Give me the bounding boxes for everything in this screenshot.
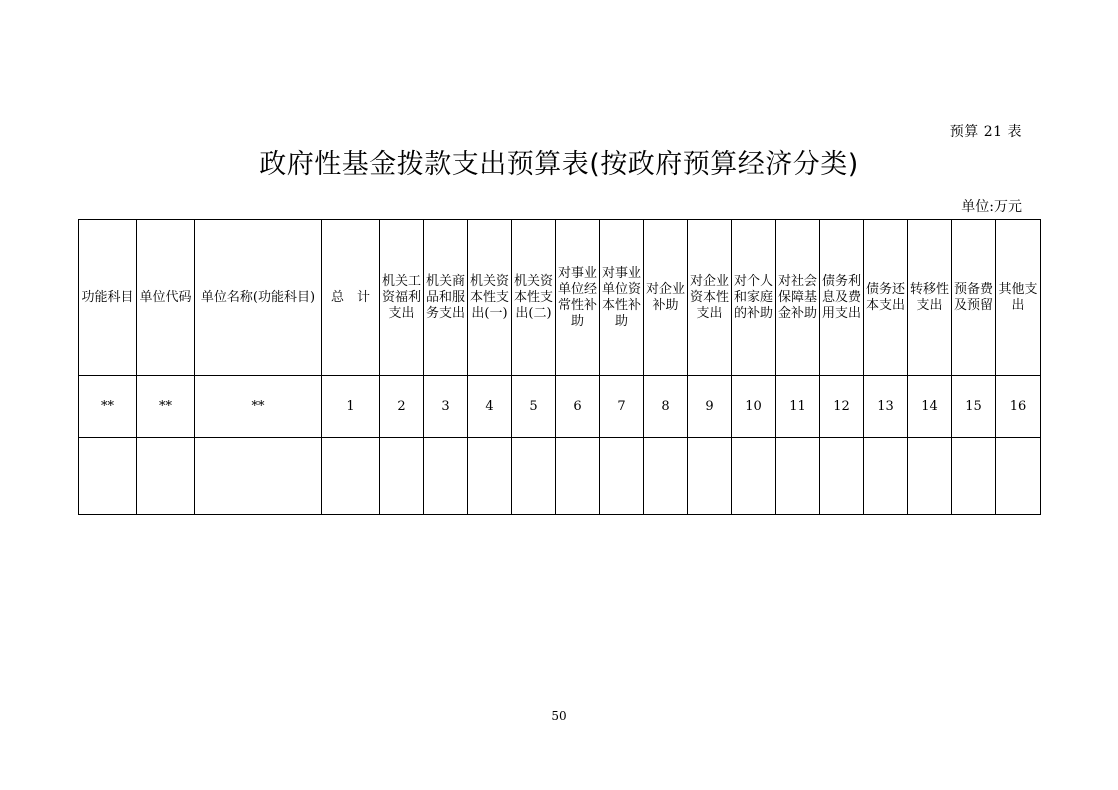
table-cell: 15	[952, 376, 996, 438]
header-cell	[512, 220, 556, 376]
table-cell: 5	[512, 376, 556, 438]
header-debt-interest: 债务利 息及费 用支出	[821, 273, 861, 321]
header-total: 总 计	[330, 289, 370, 305]
table-cell: 1	[322, 376, 380, 438]
empty-cell	[556, 438, 600, 515]
header-cell	[864, 220, 908, 376]
table-row	[79, 376, 1041, 438]
table-cell: 9	[688, 376, 732, 438]
header-transfer: 转移性 支出	[909, 281, 949, 313]
header-unit-code: 单位代码	[139, 289, 192, 305]
unit-label: 单位:万元	[961, 199, 1022, 215]
empty-cell	[380, 438, 424, 515]
empty-cell	[79, 438, 137, 515]
page-title: 政府性基金拨款支出预算表(按政府预算经济分类)	[259, 149, 859, 180]
header-cell	[688, 220, 732, 376]
empty-cell	[820, 438, 864, 515]
header-enterprise-capital: 对企业 资本性 支出	[689, 273, 729, 321]
empty-cell	[732, 438, 776, 515]
header-institution-capital: 对事业 单位资 本性补 助	[601, 265, 641, 329]
empty-cell	[952, 438, 996, 515]
header-cell	[732, 220, 776, 376]
header-cell	[137, 220, 195, 376]
table-cell: 2	[380, 376, 424, 438]
table-cell: 12	[820, 376, 864, 438]
empty-cell	[996, 438, 1041, 515]
header-debt-principal: 债务还 本支出	[865, 281, 905, 313]
table-number: 预算 21 表	[949, 124, 1022, 140]
header-cell	[952, 220, 996, 376]
table-cell: **	[195, 376, 322, 438]
table-cell: 11	[776, 376, 820, 438]
empty-cell	[776, 438, 820, 515]
table-cell: **	[137, 376, 195, 438]
page-number: 50	[551, 709, 567, 723]
table-row	[79, 438, 1041, 515]
table-cell: 6	[556, 376, 600, 438]
table-cell: **	[79, 376, 137, 438]
empty-cell	[137, 438, 195, 515]
header-household-subsidy: 对个人 和家庭 的补助	[733, 273, 773, 321]
table-cell: 4	[468, 376, 512, 438]
empty-cell	[512, 438, 556, 515]
table-cell: 13	[864, 376, 908, 438]
header-cell	[556, 220, 600, 376]
table-cell: 16	[996, 376, 1041, 438]
empty-cell	[644, 438, 688, 515]
header-cell	[776, 220, 820, 376]
header-cell	[908, 220, 952, 376]
header-cell	[380, 220, 424, 376]
header-goods-services: 机关商 品和服 务支出	[425, 273, 465, 321]
table-cell: 10	[732, 376, 776, 438]
empty-cell	[908, 438, 952, 515]
header-cell	[424, 220, 468, 376]
header-row	[79, 220, 1041, 376]
table-cell: 3	[424, 376, 468, 438]
header-salary-welfare: 机关工 资福利 支出	[381, 273, 421, 321]
header-capital-2: 机关资 本性支 出(二)	[513, 273, 553, 321]
header-cell	[600, 220, 644, 376]
table-cell: 14	[908, 376, 952, 438]
table-cell: 7	[600, 376, 644, 438]
header-capital-1: 机关资 本性支 出(一)	[469, 273, 509, 321]
header-cell	[996, 220, 1041, 376]
empty-cell	[424, 438, 468, 515]
header-reserve: 预备费 及预留	[953, 281, 993, 313]
header-social-security: 对社会 保障基 金补助	[777, 273, 817, 321]
header-cell	[195, 220, 322, 376]
budget-table	[78, 219, 1041, 515]
header-cell	[820, 220, 864, 376]
empty-cell	[600, 438, 644, 515]
header-cell	[79, 220, 137, 376]
header-cell	[644, 220, 688, 376]
header-cell	[322, 220, 380, 376]
empty-cell	[468, 438, 512, 515]
header-unit-name: 单位名称(功能科目)	[200, 289, 316, 305]
header-function-subject: 功能科目	[81, 289, 134, 305]
empty-cell	[688, 438, 732, 515]
header-enterprise-subsidy: 对企业 补助	[645, 281, 685, 313]
header-other: 其他支 出	[998, 281, 1038, 313]
empty-cell	[864, 438, 908, 515]
header-cell	[468, 220, 512, 376]
empty-cell	[322, 438, 380, 515]
table-cell: 8	[644, 376, 688, 438]
header-institution-recurrent: 对事业 单位经 常性补 助	[557, 265, 597, 329]
empty-cell	[195, 438, 322, 515]
